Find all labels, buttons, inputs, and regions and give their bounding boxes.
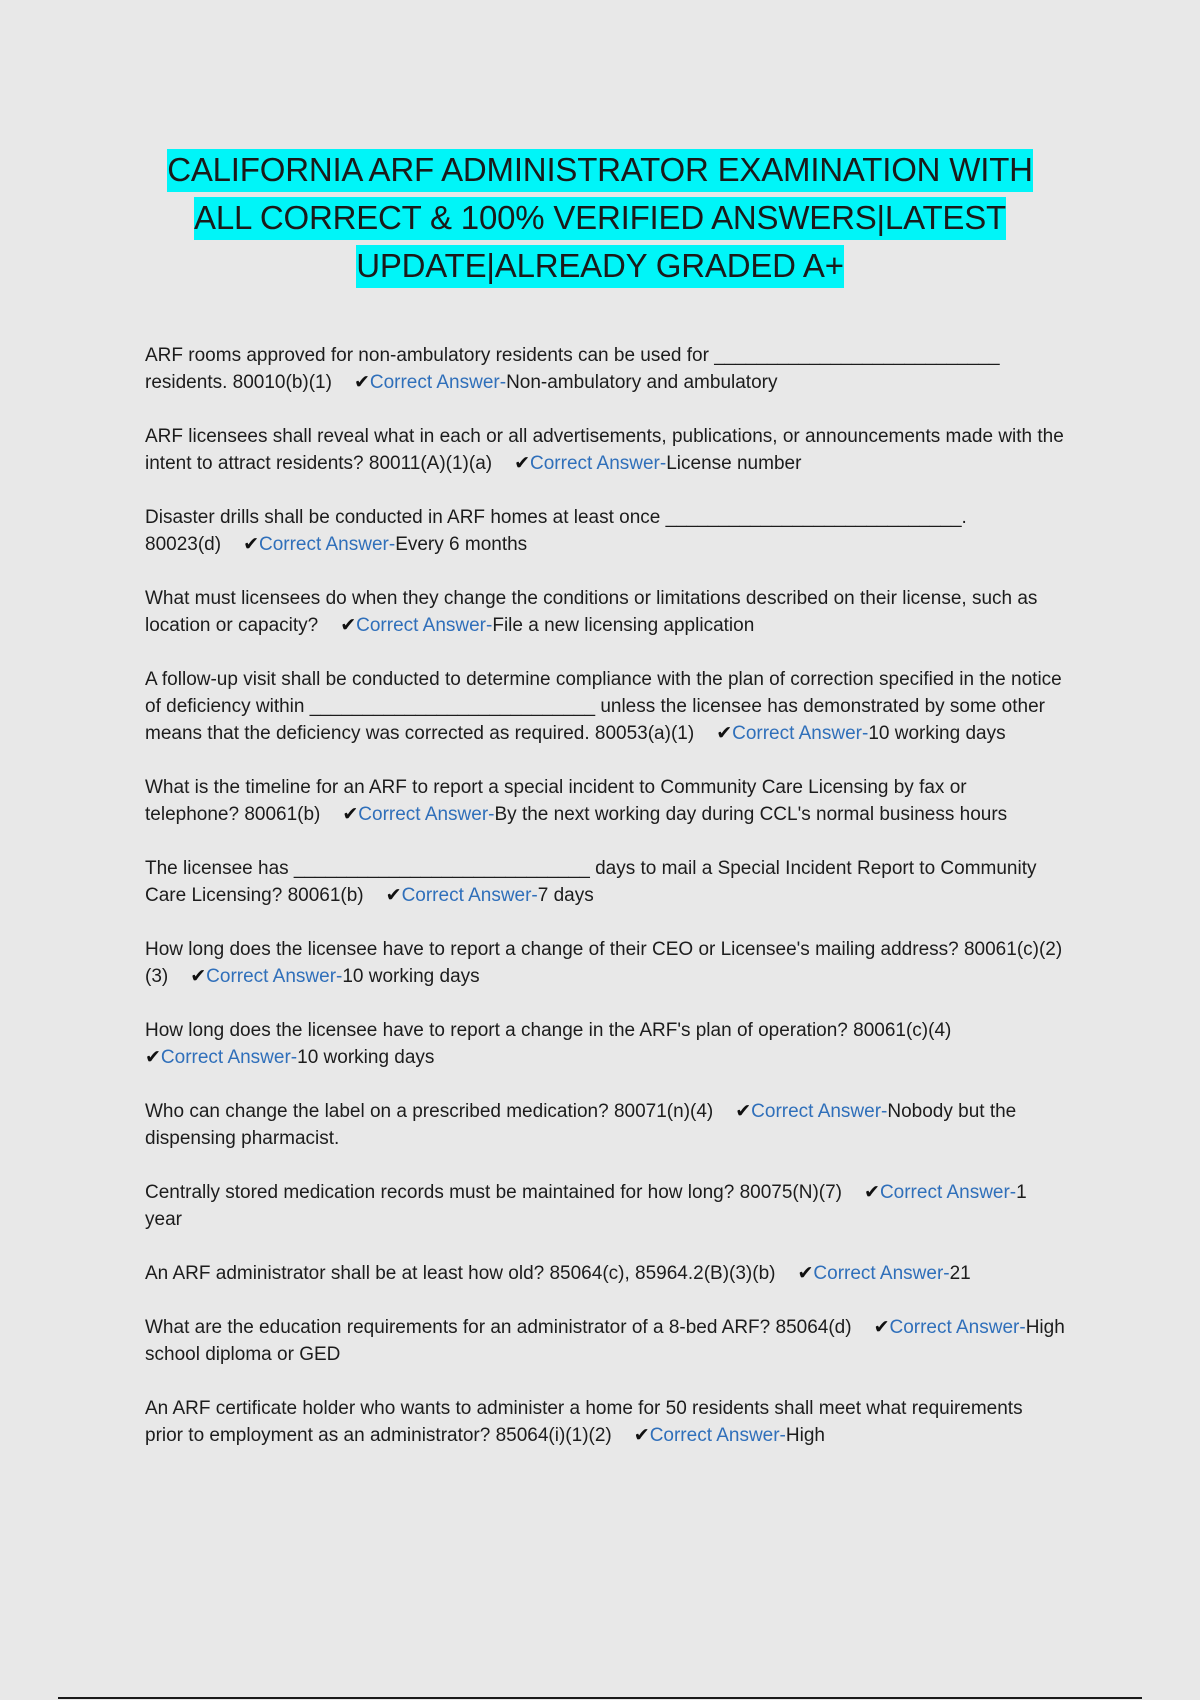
checkmark-icon: ✔ bbox=[145, 1047, 161, 1068]
answer-text: Nobody but the dispensing pharmacist. bbox=[145, 1101, 1017, 1149]
correct-answer-label: Correct Answer- bbox=[751, 1101, 888, 1122]
checkmark-icon: ✔ bbox=[342, 804, 359, 825]
answer-text: 10 working days bbox=[297, 1047, 435, 1068]
qa-item bbox=[145, 1314, 1065, 1368]
answer-text: High bbox=[785, 1425, 825, 1446]
correct-answer-label: Correct Answer- bbox=[401, 885, 538, 906]
checkmark-icon: ✔ bbox=[385, 885, 402, 906]
checkmark-icon: ✔ bbox=[353, 372, 370, 393]
checkmark-icon: ✔ bbox=[797, 1263, 814, 1284]
checkmark-icon: ✔ bbox=[864, 1182, 880, 1203]
document-title bbox=[120, 146, 1080, 290]
answer-text: 7 days bbox=[537, 885, 594, 906]
correct-answer-label: Correct Answer- bbox=[356, 615, 493, 636]
checkmark-icon: ✔ bbox=[716, 723, 733, 744]
correct-answer-label: Correct Answer- bbox=[889, 1317, 1026, 1338]
correct-answer-label: Correct Answer- bbox=[206, 966, 343, 987]
question-text: What must licensees do when they change the conditions or limitations described on their license, such as location or capacity? bbox=[145, 588, 1038, 636]
correct-answer-label: Correct Answer- bbox=[258, 534, 396, 555]
qa-item bbox=[145, 504, 1065, 558]
question-text: The licensee has ____________________________ days to mail a Special Incident Report to Community Care Licensing? 80061(b) bbox=[145, 858, 1037, 906]
qa-item bbox=[145, 1098, 1065, 1152]
qa-item bbox=[145, 855, 1065, 909]
answer-text: High school diploma or GED bbox=[145, 1317, 1065, 1365]
checkmark-icon: ✔ bbox=[873, 1317, 890, 1338]
question-text: What is the timeline for an ARF to report a special incident to Community Care Licensing by fax or telephone? 80061(b) bbox=[145, 777, 967, 825]
question-text: How long does the licensee have to report a change in the ARF's plan of operation? 80061(c)(4) bbox=[145, 1020, 952, 1041]
question-text: Centrally stored medication records must be maintained for how long? 80075(N)(7) bbox=[145, 1182, 843, 1203]
correct-answer-label: Correct Answer- bbox=[160, 1047, 298, 1068]
answer-text: By the next working day during CCL's normal business hours bbox=[494, 804, 1008, 825]
qa-item bbox=[145, 1179, 1065, 1233]
answer-text: 1 year bbox=[145, 1182, 1027, 1230]
checkmark-icon: ✔ bbox=[340, 615, 357, 636]
answer-text: 10 working days bbox=[342, 966, 480, 987]
title-line-1: CALIFORNIA ARF ADMINISTRATOR EXAMINATION WITH bbox=[167, 149, 1033, 192]
answer-text: License number bbox=[666, 453, 802, 474]
question-text: ARF rooms approved for non-ambulatory residents can be used for ___________________________ residents. 80010(b)(1) bbox=[145, 345, 1000, 393]
qa-item bbox=[145, 423, 1065, 477]
question-text: What are the education requirements for an administrator of a 8-bed ARF? 85064(d) bbox=[145, 1317, 852, 1338]
question-text: A follow-up visit shall be conducted to determine compliance with the plan of correction specified in the notice of deficiency within ___________________________ unless the licensee has demonstrated by some other means that the deficiency was corrected as required. 80053(a)(1) bbox=[145, 669, 1062, 744]
question-list bbox=[145, 342, 1065, 1476]
qa-item bbox=[145, 342, 1065, 396]
qa-item bbox=[145, 936, 1065, 990]
question-text: ARF licensees shall reveal what in each or all advertisements, publications, or announcements made with the intent to attract residents? 80011(A)(1)(a) bbox=[145, 426, 1064, 474]
footer-divider bbox=[58, 1697, 1142, 1699]
correct-answer-label: Correct Answer- bbox=[358, 804, 495, 825]
title-line-3: UPDATE|ALREADY GRADED A+ bbox=[356, 245, 844, 288]
correct-answer-label: Correct Answer- bbox=[813, 1263, 950, 1284]
question-text: An ARF administrator shall be at least how old? 85064(c), 85964.2(B)(3)(b) bbox=[145, 1263, 776, 1284]
checkmark-icon: ✔ bbox=[190, 966, 207, 987]
checkmark-icon: ✔ bbox=[633, 1425, 650, 1446]
question-text: Who can change the label on a prescribed medication? 80071(n)(4) bbox=[145, 1101, 714, 1122]
correct-answer-label: Correct Answer- bbox=[530, 453, 667, 474]
checkmark-icon: ✔ bbox=[243, 534, 259, 555]
answer-text: 10 working days bbox=[868, 723, 1006, 744]
answer-text: 21 bbox=[949, 1263, 971, 1284]
answer-text: File a new licensing application bbox=[492, 615, 755, 636]
question-text: Disaster drills shall be conducted in ARF homes at least once ____________________________. 80023(d) bbox=[145, 507, 967, 555]
question-text: How long does the licensee have to report a change of their CEO or Licensee's mailing address? 80061(c)(2)(3) bbox=[145, 939, 1063, 987]
checkmark-icon: ✔ bbox=[735, 1101, 752, 1122]
correct-answer-label: Correct Answer- bbox=[879, 1182, 1017, 1203]
qa-item bbox=[145, 1260, 1065, 1287]
question-text: An ARF certificate holder who wants to administer a home for 50 residents shall meet what requirements prior to employment as an administrator? 85064(i)(1)(2) bbox=[145, 1398, 1023, 1446]
qa-item bbox=[145, 1395, 1065, 1449]
qa-item bbox=[145, 1017, 1065, 1071]
answer-text: Non-ambulatory and ambulatory bbox=[506, 372, 778, 393]
qa-item bbox=[145, 774, 1065, 828]
correct-answer-label: Correct Answer- bbox=[732, 723, 869, 744]
correct-answer-label: Correct Answer- bbox=[369, 372, 507, 393]
qa-item bbox=[145, 585, 1065, 639]
qa-item bbox=[145, 666, 1065, 747]
title-line-2: ALL CORRECT & 100% VERIFIED ANSWERS|LATEST bbox=[194, 197, 1006, 240]
answer-text: Every 6 months bbox=[395, 534, 528, 555]
correct-answer-label: Correct Answer- bbox=[649, 1425, 786, 1446]
checkmark-icon: ✔ bbox=[514, 453, 531, 474]
